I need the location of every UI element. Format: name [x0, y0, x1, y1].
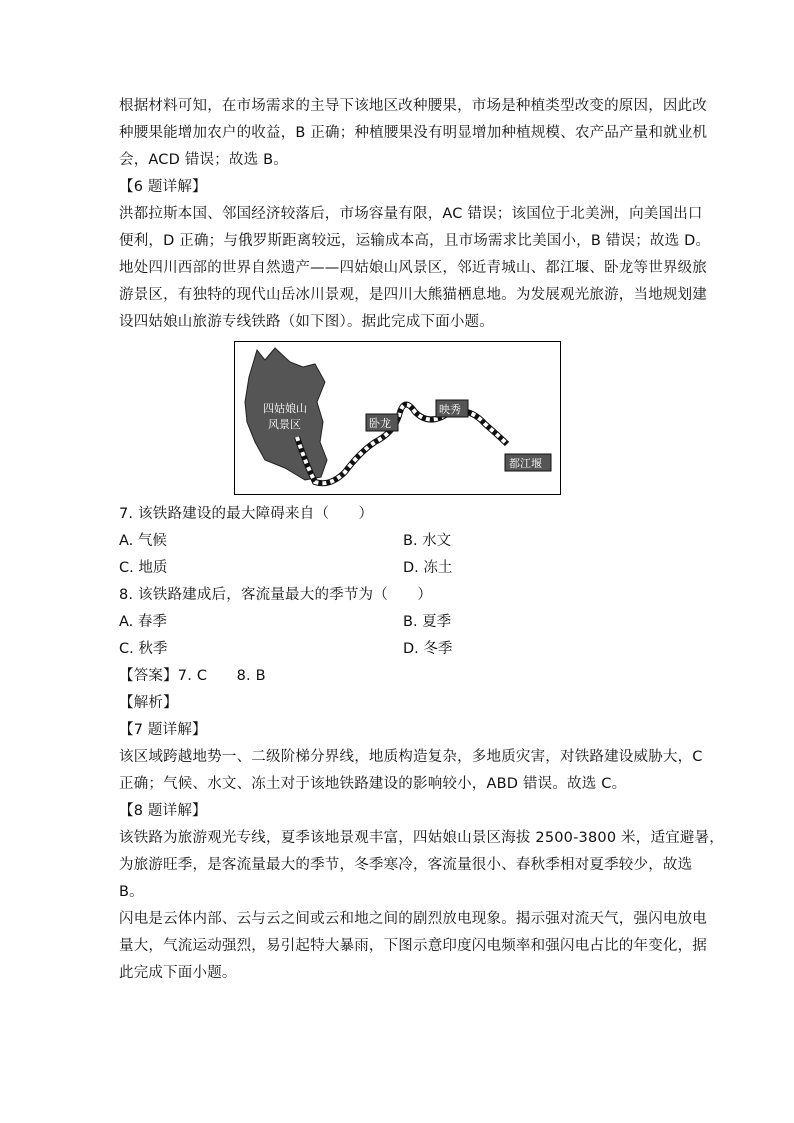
analysis-heading: 【解析】 — [119, 695, 178, 711]
region-label: 风景区 — [268, 418, 301, 431]
q8-option-d: D. 冬季 — [403, 641, 453, 657]
text-line: 此完成下面小题。 — [119, 965, 237, 981]
text-line: 会，ACD 错误；故选 B。 — [119, 152, 288, 168]
q7-option-a: A. 气候 — [119, 533, 167, 549]
text-line: 洪都拉斯本国、邻国经济较落后，市场容量有限，AC 错误；该国位于北美洲，向美国出口 — [119, 206, 703, 222]
question-8-stem: 8. 该铁路建成后，客流量最大的季节为（ ） — [119, 587, 433, 603]
text-line: 该区域跨越地势一、二级阶梯分界线，地质构造复杂，多地质灾害，对铁路建设威胁大，C — [119, 749, 703, 765]
text-line: B。 — [119, 884, 144, 900]
text-line: 该铁路为旅游观光专线，夏季该地景观丰富，四姑娘山景区海拔 2500-3800 米，适宜避暑， — [119, 830, 724, 846]
text-line: 游景区，有独特的现代山岳冰川景观，是四川大熊猫栖息地。为发展观光旅游，当地规划建 — [119, 287, 707, 303]
text-line: 种腰果能增加农户的收益，B 正确；种植腰果没有明显增加种植规模、农产品产量和就业机 — [119, 125, 708, 141]
text-line: 正确；气候、水文、冻土对于该地铁路建设的影响较小，ABD 错误。故选 C。 — [119, 776, 627, 792]
q7-option-c: C. 地质 — [119, 560, 168, 576]
text-line: 量大，气流运动强烈，易引起特大暴雨，下图示意印度闪电频率和强闪电占比的年变化，据 — [119, 938, 707, 954]
text-line: 闪电是云体内部、云与云之间或云和地之间的剧烈放电现象。揭示强对流天气，强闪电放电 — [119, 911, 707, 927]
text-line: 便利，D 正确；与俄罗斯距离较远，运输成本高，且市场需求比美国小，B 错误；故选 D。 — [119, 233, 711, 249]
station-label-yingxiu: 映秀 — [439, 403, 461, 416]
q8-option-c: C. 秋季 — [119, 641, 168, 657]
section-heading: 【8 题详解】 — [119, 803, 207, 819]
q7-option-b: B. 水文 — [403, 533, 452, 549]
station-label-wolong: 卧龙 — [369, 417, 391, 430]
text-line: 地处四川西部的世界自然遗产——四姑娘山风景区，邻近青城山、都江堰、卧龙等世界级旅 — [119, 260, 707, 276]
station-label-dujiangyan: 都江堰 — [509, 457, 542, 470]
text-line: 为旅游旺季，是客流量最大的季节，冬季寒冷，客流量很小、春秋季相对夏季较少，故选 — [119, 857, 693, 873]
section-heading: 【7 题详解】 — [119, 722, 207, 738]
text-line: 设四姑娘山旅游专线铁路（如下图）。据此完成下面小题。 — [119, 314, 494, 330]
railway-map — [234, 341, 561, 495]
q8-option-a: A. 春季 — [119, 614, 167, 630]
q7-option-d: D. 冻土 — [403, 560, 453, 576]
section-heading: 【6 题详解】 — [119, 179, 207, 195]
text-line: 根据材料可知，在市场需求的主导下该地区改种腰果，市场是种植类型改变的原因，因此改 — [119, 98, 707, 114]
question-7-stem: 7. 该铁路建设的最大障碍来自（ ） — [119, 506, 374, 522]
railway-line — [297, 405, 507, 484]
answer-line: 【答案】7. C 8. B — [119, 668, 266, 684]
region-label: 四姑娘山 — [263, 402, 307, 415]
q8-option-b: B. 夏季 — [403, 614, 452, 630]
